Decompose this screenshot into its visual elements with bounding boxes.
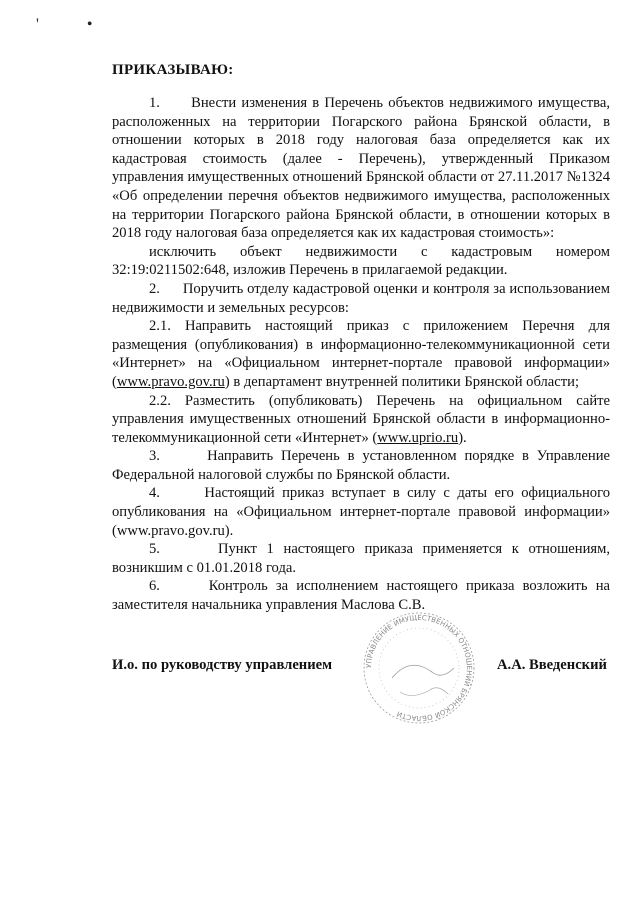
item-1-number: 1. (149, 95, 160, 111)
item-2-1 (112, 317, 610, 391)
item-1-text: Внести изменения в Перечень объектов недвижимого имущества, расположенных на территории Погарского района Брянской области, в отношении которых в 2018 году налоговая база определяется как их кадастровая стоимость (далее - Перечень), утвержденный Приказом управления имущественных отношений Брянской области от 27.11.2017 №1324 «Об определении перечня объектов недвижимого имущества, расположенных на территории Погарского района Брянской области, в отношении которых в 2018 году налоговая база определяется как их кадастровая стоимость»: (112, 95, 610, 242)
signatory-position: И.о. по руководству управлением (112, 657, 333, 673)
seal-text: УПРАВЛЕНИЕ ИМУЩЕСТВЕННЫХ ОТНОШЕНИЙ БРЯНСКОЙ ОБЛАСТИ (364, 613, 474, 723)
item-2-text: Поручить отделу кадастровой оценки и контроля за использованием недвижимости и земельных ресурсов: (112, 280, 610, 316)
item-2-number: 2. (149, 280, 160, 297)
item-2-2-text-before: 2.2. Разместить (опубликовать) Перечень на официальном сайте управления имущественных отношений Брянской области в информационно-телекоммуникационной сети «Интернет» ( (112, 392, 610, 446)
item-4 (112, 484, 610, 540)
item-4-number: 4. (149, 485, 160, 502)
item-2-1-text-before: 2.1. Направить настоящий приказ с приложением Перечня для размещения (опубликования) в информационно-телекоммуникационной сети «Интернет» на «Официальном интернет-портале правовой информации» ( (112, 318, 610, 390)
item-3-text: Направить Перечень в установленном порядке в Управление Федеральной налоговой службы по Брянской области. (112, 448, 610, 483)
item-2-1-text-after: ) в департамент внутренней политики Брянской области; (224, 373, 579, 390)
item-2-2-text-after: ). (458, 429, 467, 446)
seal-inner-ring (379, 628, 459, 708)
item-6-number: 6. (149, 578, 160, 595)
item-5 (112, 540, 610, 577)
order-heading: ПРИКАЗЫВАЮ: (112, 62, 234, 78)
signature-scribble (392, 665, 454, 678)
header-marks: ' • (36, 16, 115, 33)
item-2 (112, 280, 610, 317)
item-5-text: Пункт 1 настоящего приказа применяется к отношениям, возникшим с 01.01.2018 года. (112, 541, 611, 576)
signature-scribble-2 (400, 688, 448, 696)
seal-outer-ring (364, 613, 474, 723)
item-3 (112, 447, 610, 484)
item-5-number: 5. (149, 541, 160, 558)
item-1 (112, 94, 610, 243)
item-6-text: Контроль за исполнением настоящего приказа возложить на заместителя начальника управления Маслова С.В. (112, 578, 610, 614)
official-seal (352, 608, 487, 728)
order-body (112, 94, 610, 615)
item-4-text: Настоящий приказ вступает в силу с даты его официального опубликования на «Официальном интернет-портале правовой информации» (www.pravo.gov.ru). (112, 485, 611, 539)
pravo-link[interactable]: www.pravo.gov.ru (116, 373, 225, 390)
signatory-name: А.А. Введенский (497, 657, 607, 673)
item-3-number: 3. (149, 448, 160, 465)
item-2-2 (112, 392, 610, 448)
uprio-link[interactable]: www.uprio.ru (377, 429, 459, 446)
item-1-subclause: исключить объект недвижимости с кадастровым номером 32:19:0211502:648, изложив Перечень в прилагаемой редакции. (112, 243, 610, 279)
